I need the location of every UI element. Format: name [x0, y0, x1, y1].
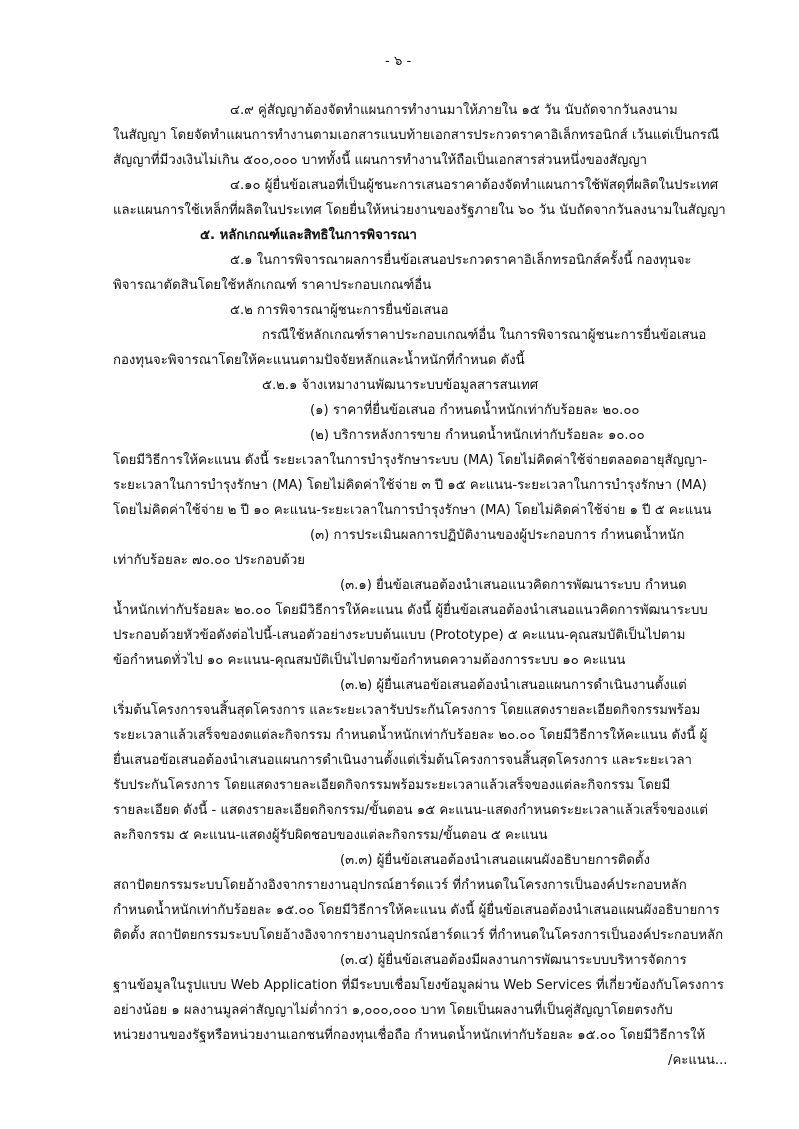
- text-line: สถาปัตยกรรมระบบโดยอ้างอิงจากรายงานอุปกรณ์ฮาร์ดแวร์ ที่กำหนดในโครงการเป็นองค์ประกอบหลัก: [113, 878, 687, 893]
- text-line: พิจารณาตัดสินโดยใช้หลักเกณฑ์ ราคาประกอบเกณฑ์อื่น: [113, 278, 432, 293]
- text-line: เริ่มต้นโครงการจนสิ้นสุดโครงการ และระยะเวลารับประกันโครงการ โดยแสดงรายละเอียดกิจกรรมพร้อม: [113, 703, 701, 718]
- text-line: ๔.๑๐ ผู้ยื่นข้อเสนอที่เป็นผู้ชนะการเสนอราคาต้องจัดทำแผนการใช้พัสดุที่ผลิตในประเทศ: [230, 178, 719, 193]
- section-heading: ๕. หลักเกณฑ์และสิทธิในการพิจารณา: [200, 228, 417, 243]
- text-line: กรณีใช้หลักเกณฑ์ราคาประกอบเกณฑ์อื่น ในการพิจารณาผู้ชนะการยื่นข้อเสนอ: [262, 328, 707, 343]
- text-line: ยื่นเสนอข้อเสนอต้องนำเสนอแผนการดำเนินงานตั้งแต่เริ่มต้นโครงการจนสิ้นสุดโครงการ และระยะเวลา: [113, 753, 692, 768]
- text-line: น้ำหนักเท่ากับร้อยละ ๒๐.๐๐ โดยมีวิธีการให้คะแนน ดังนี้ ผู้ยื่นข้อเสนอต้องนำเสนอแนวคิดการพัฒนาระบบ: [113, 603, 708, 618]
- text-line: ประกอบด้วยหัวข้อดังต่อไปนี้-เสนอตัวอย่างระบบต้นแบบ (Prototype) ๕ คะแนน-คุณสมบัติเป็นไปตาม: [113, 628, 686, 643]
- text-line: ๔.๙ คู่สัญญาต้องจัดทำแผนการทำงานมาให้ภายใน ๑๕ วัน นับถัดจากวันลงนาม: [230, 103, 678, 118]
- text-line: ระยะเวลาในการบำรุงรักษา (MA) โดยไม่คิดค่าใช้จ่าย ๓ ปี ๑๕ คะแนน-ระยะเวลาในการบำรุงรักษา (MA): [113, 478, 707, 493]
- text-line: โดยไม่คิดค่าใช้จ่าย ๒ ปี ๑๐ คะแนน-ระยะเวลาในการบำรุงรักษา (MA) โดยไม่คิดค่าใช้จ่าย ๑ ปี ๕ คะแนน: [113, 503, 712, 518]
- text-line: ระยะเวลาแล้วเสร็จของตแต่ละกิจกรรม กำหนดน้ำหนักเท่ากับร้อยละ ๒๐.๐๐ โดยมีวิธีการให้คะแนน ดังนี้ ผู้: [113, 728, 708, 743]
- text-line: กองทุนจะพิจารณาโดยให้คะแนนตามปัจจัยหลักและน้ำหนักที่กำหนด ดังนี้: [113, 353, 525, 368]
- text-line: รายละเอียด ดังนี้ - แสดงรายละเอียดกิจกรรม/ขั้นตอน ๑๕ คะแนน-แสดงกำหนดระยะเวลาแล้วเสร็จของแต่: [113, 803, 708, 818]
- text-line: ฐานข้อมูลในรูปแบบ Web Application ที่มีระบบเชื่อมโยงข้อมูลผ่าน Web Services ที่เกี่ยวข้องกับโครงการ: [113, 978, 724, 993]
- page-number: - ๖ -: [385, 54, 412, 69]
- text-line: (๓.๑) ยื่นข้อเสนอต้องนำเสนอแนวคิดการพัฒนาระบบ กำหนด: [340, 578, 687, 593]
- text-line: กำหนดน้ำหนักเท่ากับร้อยละ ๑๕.๐๐ โดยมีวิธีการให้คะแนน ดังนี้ ผู้ยื่นข้อเสนอต้องนำเสนอแผนผังอธิบายการ: [113, 903, 720, 918]
- text-line: ข้อกำหนดทั่วไป ๑๐ คะแนน-คุณสมบัติเป็นไปตามข้อกำหนดความต้องการระบบ ๑๐ คะแนน: [113, 653, 626, 668]
- text-line: ๕.๒ การพิจารณาผู้ชนะการยื่นข้อเสนอ: [230, 303, 449, 318]
- text-line: หน่วยงานของรัฐหรือหน่วยงานเอกชนที่กองทุนเชื่อถือ กำหนดน้ำหนักเท่ากับร้อยละ ๑๕.๐๐ โดยมีวิธีการให้: [113, 1028, 706, 1043]
- text-line: ในสัญญา โดยจัดทำแผนการทำงานตามเอกสารแนบท้ายเอกสารประกวดราคาอิเล็กทรอนิกส์ เว้นแต่เป็นกรณี: [113, 128, 720, 143]
- text-line: อย่างน้อย ๑ ผลงานมูลค่าสัญญาไม่ต่ำกว่า ๑,๐๐๐,๐๐๐ บาท โดยเป็นผลงานที่เป็นคู่สัญญาโดยตรงกับ: [113, 1003, 673, 1018]
- text-line: (๑) ราคาที่ยื่นข้อเสนอ กำหนดน้ำหนักเท่ากับร้อยละ ๒๐.๐๐: [310, 403, 640, 418]
- text-line: (๓.๒) ผู้ยื่นเสนอข้อเสนอต้องนำเสนอแผนการดำเนินงานตั้งแต่: [340, 678, 687, 693]
- text-line: เท่ากับร้อยละ ๗๐.๐๐ ประกอบด้วย: [113, 553, 306, 568]
- text-line: (๒) บริการหลังการขาย กำหนดน้ำหนักเท่ากับร้อยละ ๑๐.๐๐: [310, 428, 645, 443]
- text-line: ๕.๑ ในการพิจารณาผลการยื่นข้อเสนอประกวดราคาอิเล็กทรอนิกส์ครั้งนี้ กองทุนจะ: [230, 253, 692, 268]
- text-line: ๕.๒.๑ จ้างเหมางานพัฒนาระบบข้อมูลสารสนเทศ: [262, 378, 539, 393]
- text-line: รับประกันโครงการ โดยแสดงรายละเอียดกิจกรรมพร้อมระยะเวลาแล้วเสร็จของแต่ละกิจกรรม โดยมี: [113, 778, 671, 793]
- text-line: ละกิจกรรม ๕ คะแนน-แสดงผู้รับผิดชอบของแต่ละกิจกรรม/ขั้นตอน ๕ คะแนน: [113, 828, 548, 843]
- text-line: (๓) การประเมินผลการปฏิบัติงานของผู้ประกอบการ กำหนดน้ำหนัก: [310, 528, 685, 543]
- text-line: สัญญาที่มีวงเงินไม่เกิน ๕๐๐,๐๐๐ บาททั้งนี้ แผนการทำงานให้ถือเป็นเอกสารส่วนหนึ่งของสัญญา: [113, 153, 648, 168]
- text-line: (๓.๔) ผู้ยื่นข้อเสนอต้องมีผลงานการพัฒนาระบบบริหารจัดการ: [340, 953, 687, 968]
- text-line: /คะแนน...: [668, 1053, 728, 1068]
- text-line: (๓.๓) ผู้ยื่นข้อเสนอต้องนำเสนอแผนผังอธิบายการติดตั้ง: [340, 853, 650, 868]
- text-line: และแผนการใช้เหล็กที่ผลิตในประเทศ โดยยื่นให้หน่วยงานของรัฐภายใน ๖๐ วัน นับถัดจากวันลงนามในสัญญา: [113, 203, 726, 218]
- text-line: โดยมีวิธีการให้คะแนน ดังนี้ ระยะเวลาในการบำรุงรักษาระบบ (MA) โดยไม่คิดค่าใช้จ่ายตลอดอายุสัญญา-: [113, 453, 708, 468]
- text-line: ติดตั้ง สถาปัตยกรรมระบบโดยอ้างอิงจากรายงานอุปกรณ์ฮาร์ดแวร์ ที่กำหนดในโครงการเป็นองค์ประกอบหลัก: [113, 928, 724, 943]
